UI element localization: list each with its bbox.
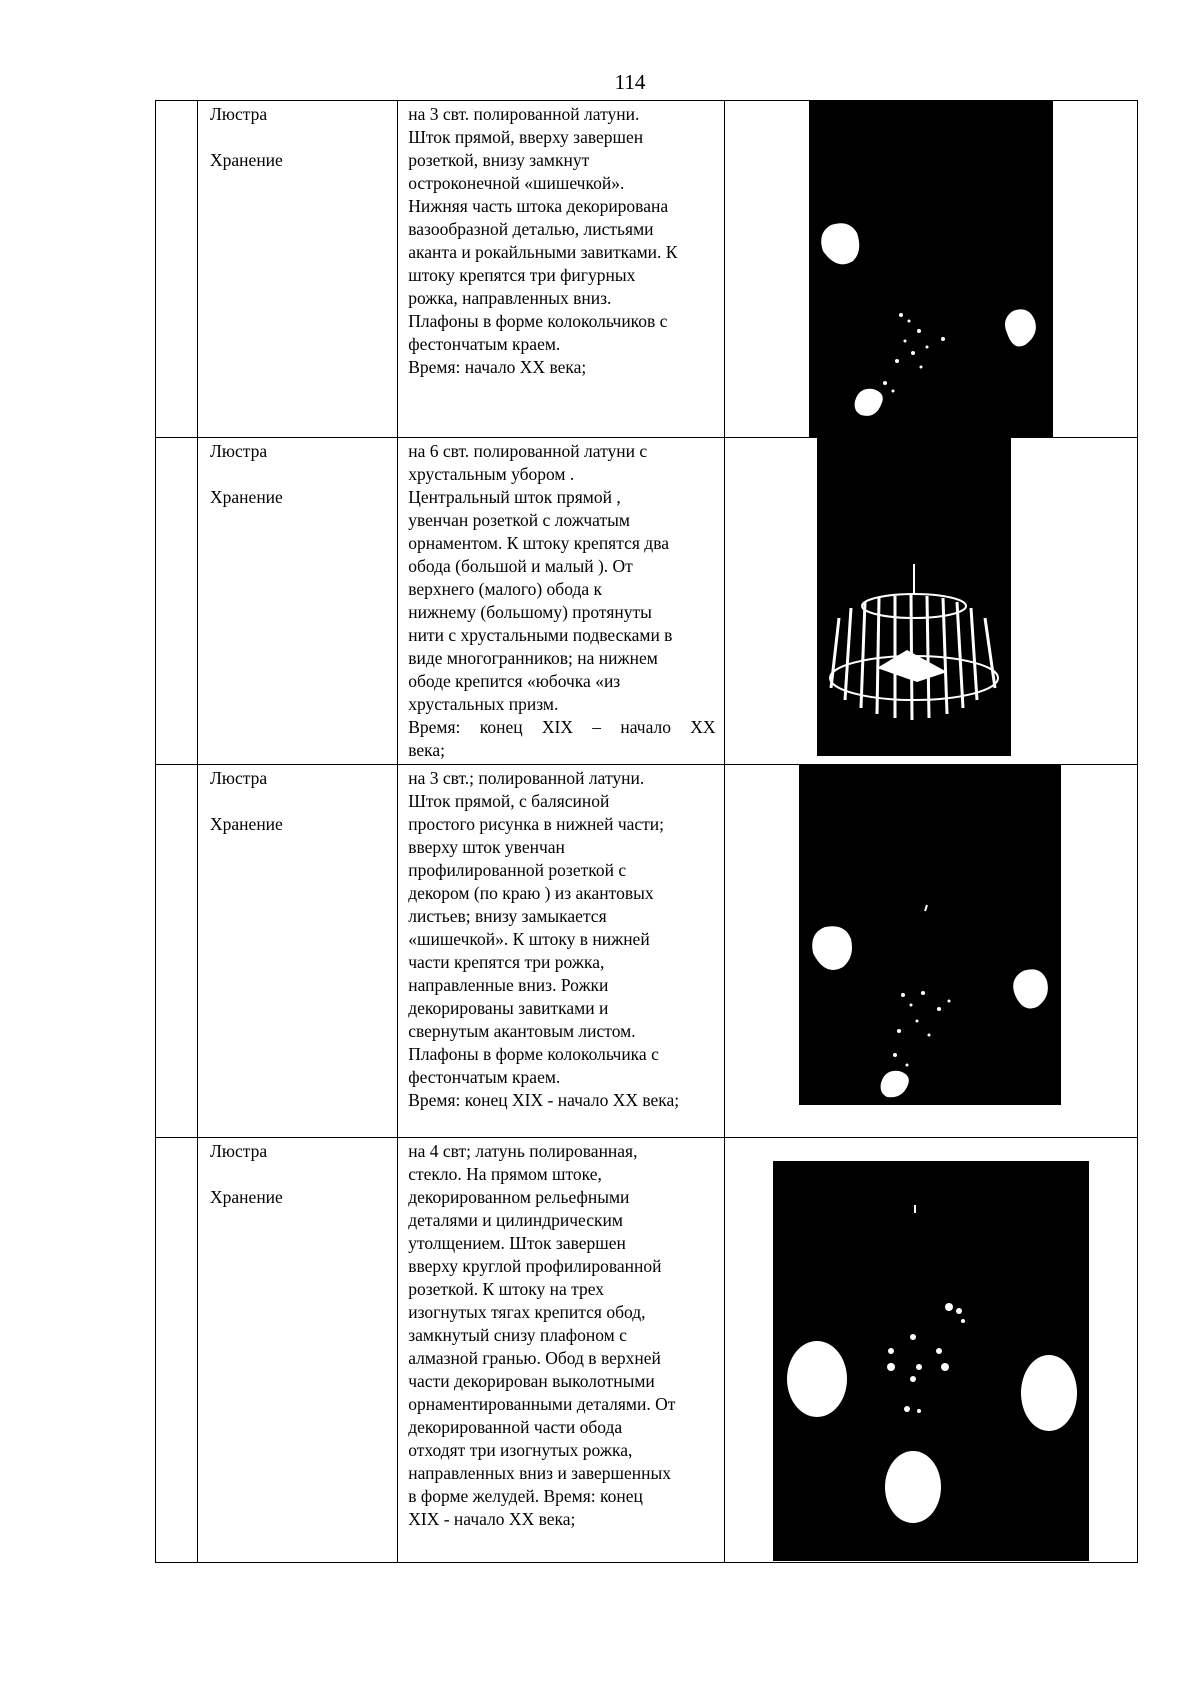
description-line: листьев; внизу замыкается [408,906,607,926]
description-line: алмазной гранью. Обод в верхней [408,1348,661,1368]
description-line: аканта и рокайльными завитками. К [408,242,678,262]
item-name: Люстра [210,1141,268,1161]
description-line: Центральный шток прямой , [408,487,621,507]
description-line: на 4 свт; латунь полированная, [408,1141,638,1161]
description-line: декором (по краю ) из акантовых [408,883,654,903]
table-row [156,1138,1138,1563]
chandelier-photo-icon [773,1161,1089,1561]
storage-status: Хранение [210,814,283,834]
description-line: нити с хрустальными подвесками в [408,625,673,645]
storage-status: Хранение [210,150,283,170]
description-line: на 6 свт. полированной латуни с [408,441,648,461]
description-line: фестончатым краем. [408,334,561,354]
description-line: виде многогранников; на нижнем [408,648,658,668]
description-line: Шток прямой, с балясиной [408,791,610,811]
description-cell [398,765,724,1138]
item-description [398,765,723,1112]
description-line: Плафоны в форме колокольчика с [408,1044,659,1064]
description-line: орнаментом. К штоку крепятся два [408,533,669,553]
description-line: штоку крепятся три фигурных [408,265,636,285]
description-line: простого рисунка в нижней части; [408,814,665,834]
description-line: отходят три изогнутых рожка, [408,1440,633,1460]
description-line: рожка, направленных вниз. [408,288,612,308]
description-line: на 3 свт.; полированной латуни. [408,768,645,788]
description-line: вверху шток увенчан [408,837,565,857]
description-line: Время: начало XX века; [408,357,587,377]
photo-cell [724,438,1137,765]
description-line: декорированы завитками и [408,998,609,1018]
item-description [398,1138,723,1531]
item-description [398,101,723,379]
description-line: утолщением. Шток завершен [408,1233,626,1253]
description-line: замкнутый снизу плафоном с [408,1325,627,1345]
description-line: изогнутых тягах крепится обод, [408,1302,646,1322]
description-line: «шишечкой». К штоку в нижней [408,929,650,949]
number-cell [156,438,198,765]
name-cell [198,101,398,438]
number-cell [156,1138,198,1563]
description-line: остроконечной «шишечкой». [408,173,625,193]
description-line: розеткой. К штоку на трех [408,1279,605,1299]
chandelier-photo-icon [809,101,1053,437]
description-line: на 3 свт. полированной латуни. [408,104,640,124]
description-line: орнаментированными деталями. От [408,1394,676,1414]
crystal-chandelier-photo-icon [817,438,1011,756]
description-line: Время: конец XIX - начало XX века; [408,1090,680,1110]
table-row [156,101,1138,438]
number-cell [156,765,198,1138]
storage-status: Хранение [210,1187,283,1207]
photo-cell [724,1138,1137,1563]
description-line: Шток прямой, вверху завершен [408,127,644,147]
table-row [156,765,1138,1138]
item-name: Люстра [210,441,268,461]
description-line: в форме желудей. Время: конец [408,1486,643,1506]
description-line: Нижняя часть штока декорирована [408,196,669,216]
description-line: века; [408,740,446,760]
description-line: обода (большой и малый ). От [408,556,633,576]
description-cell [398,1138,724,1563]
description-line: направленные вниз. Рожки [408,975,609,995]
table-row [156,438,1138,765]
number-cell [156,101,198,438]
description-line: стекло. На прямом штоке, [408,1164,602,1184]
description-line: направленных вниз и завершенных [408,1463,672,1483]
description-line: деталями и цилиндрическим [408,1210,623,1230]
description-line: ободе крепится «юбочка «из [408,671,621,691]
description-line: Время: конец XIX – начало XX [408,717,716,737]
description-line: вверху круглой профилированной [408,1256,662,1276]
description-line: увенчан розеткой с ложчатым [408,510,630,530]
item-description [398,438,723,762]
photo-cell [724,765,1137,1138]
description-line: части декорирован выколотными [408,1371,655,1391]
name-cell [198,438,398,765]
item-name: Люстра [210,768,268,788]
description-line: розеткой, внизу замкнут [408,150,590,170]
description-line: хрустальных призм. [408,694,559,714]
description-line: нижнему (большому) протянуты [408,602,652,622]
storage-status: Хранение [210,487,283,507]
chandelier-photo-icon [799,765,1061,1105]
name-cell [198,765,398,1138]
description-line: вазообразной деталью, листьями [408,219,654,239]
description-line: декорированном рельефными [408,1187,630,1207]
name-cell [198,1138,398,1563]
photo-cell [724,101,1137,438]
item-name: Люстра [210,104,268,124]
page-number: 114 [614,70,646,94]
description-line: декорированной части обода [408,1417,623,1437]
description-line: фестончатым краем. [408,1067,561,1087]
description-line: XIX - начало XX века; [408,1509,576,1529]
description-cell [398,438,724,765]
description-line: Плафоны в форме колокольчиков с [408,311,668,331]
catalog-table [155,100,1138,1563]
description-line: части крепятся три рожка, [408,952,605,972]
description-line: профилированной розеткой с [408,860,627,880]
description-line: верхнего (малого) обода к [408,579,602,599]
description-line: хрустальным убором . [408,464,575,484]
description-cell [398,101,724,438]
description-line: свернутым акантовым листом. [408,1021,636,1041]
